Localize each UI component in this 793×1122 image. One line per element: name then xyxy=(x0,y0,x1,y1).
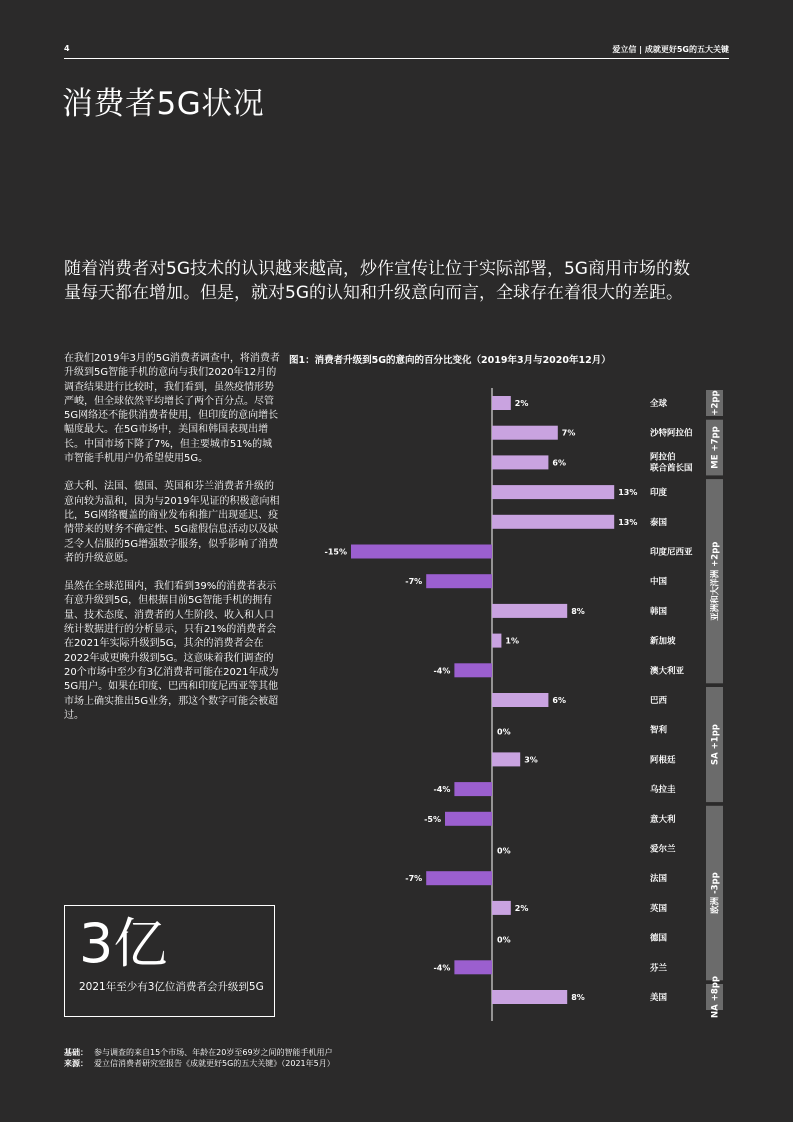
group-label-4: 欧洲 -3pp xyxy=(710,872,721,914)
body-paragraph-3: 虽然在全球范围内，我们看到39%的消费者表示有意升级到5G，但根据目前5G智能手机的拥有量、技术态度、消费者的人生阶段、收入和人口统计数据进行的分析显示，只有21%的消费者会在2021年实际升级到5G，其余的消费者会在2022年或更晚升级到5G。这意味着我们调查的20个市场中至少有3亿消费者可能在2021年成为5G用户。如果在印度、巴西和印度尼西亚等其他市场上确实推出5G业务，那这个数字可能会被超过。 xyxy=(64,581,279,721)
value-label-8: 1% xyxy=(505,636,519,646)
category-label-11: 智利 xyxy=(650,725,668,736)
value-label-16: -7% xyxy=(405,874,423,884)
bar-13 xyxy=(454,782,492,796)
bar-8 xyxy=(492,634,501,648)
value-label-18: 0% xyxy=(497,935,511,945)
category-label-19: 芬兰 xyxy=(650,963,668,974)
bar-5 xyxy=(351,545,492,559)
category-label-15: 爱尔兰 xyxy=(650,844,676,855)
value-label-5: -15% xyxy=(324,547,347,557)
footnote-source-text: 爱立信消费者研究室报告《成就更好5G的五大关键》（2021年5月） xyxy=(94,1059,335,1068)
bar-17 xyxy=(492,901,511,915)
footnote-source xyxy=(64,1058,335,1069)
value-label-10: 6% xyxy=(552,696,566,705)
bar-2 xyxy=(492,455,548,469)
category-label-18: 德国 xyxy=(650,933,668,944)
body-paragraph-1: 在我们2019年3月的5G消费者调查中，将消费者升级到5G智能手机的意向与我们2020年12月的调查结果进行比较时，我们看到，虽然疫情形势严峻，但全球依然平均增长了两个百分点。尽管5G网络还不能供消费者使用，但印度的意向增长幅度最大。在5G市场中，美国和韩国表现出增长。中国市场下降了7%，但主要城市51%的城市智能手机用户仍希望使用5G。 xyxy=(64,353,280,465)
group-label-0: +2pp xyxy=(710,390,721,416)
bar-19 xyxy=(454,960,492,974)
bar-16 xyxy=(426,871,492,885)
bar-3 xyxy=(492,485,614,499)
category-label-0: 全球 xyxy=(650,399,668,409)
category-label-13: 乌拉圭 xyxy=(650,785,676,796)
bar-14 xyxy=(445,812,492,826)
category-label-8: 新加坡 xyxy=(650,636,676,647)
value-label-0: 2% xyxy=(514,399,529,408)
category-label-16: 法国 xyxy=(650,874,668,885)
value-label-17: 2% xyxy=(514,903,529,913)
footnote xyxy=(64,1047,335,1069)
category-label-12: 阿根廷 xyxy=(650,755,676,766)
chart-title: 图1：消费者升级到5G的意向的百分比变化（2019年3月与2020年12月） xyxy=(289,355,611,366)
category-label-7: 韩国 xyxy=(650,606,668,617)
footnote-basis xyxy=(64,1047,335,1058)
value-label-20: 8% xyxy=(571,993,585,1002)
category-label-10: 巴西 xyxy=(650,696,668,706)
body-paragraph-2: 意大利、法国、德国、英国和芬兰消费者升级的意向较为温和，因为与2019年见证的积极意向相比，5G网络覆盖的商业发布和推广出现延迟、疫情带来的财务不确定性、5G虚假信息活动以及缺乏令人信服的5G增强数字服务，似乎影响了消费者的升级意愿。 xyxy=(64,481,280,564)
value-label-19: -4% xyxy=(433,963,451,973)
category-label-2: 阿拉伯联合酋长国 xyxy=(650,452,693,474)
value-label-9: -4% xyxy=(433,666,451,676)
group-label-1: ME +7pp xyxy=(710,426,721,469)
footnote-basis-text: 参与调查的来自15个市场、年龄在20岁至69岁之间的智能手机用户 xyxy=(94,1048,333,1057)
value-label-13: -4% xyxy=(433,785,451,795)
value-label-14: -5% xyxy=(424,814,441,824)
value-label-11: 0% xyxy=(497,727,511,737)
page-title: 消费者5G状况 xyxy=(62,86,265,122)
category-label-9: 澳大利亚 xyxy=(650,666,685,677)
category-label-17: 英国 xyxy=(650,903,668,914)
bar-20 xyxy=(492,990,567,1004)
lead-paragraph: 随着消费者对5G技术的认识越来越高，炒作宣传让位于实际部署，5G商用市场的数量每天都在增加。但是，就对5G的认知和升级意向而言，全球存在着很大的差距。 xyxy=(64,259,690,303)
stat-description: 2021年至少有3亿位消费者会升级到5G xyxy=(79,981,264,993)
category-label-1: 沙特阿拉伯 xyxy=(650,428,693,439)
category-label-20: 美国 xyxy=(650,993,668,1003)
category-label-4: 泰国 xyxy=(650,517,668,528)
stat-number: 3亿 xyxy=(79,912,168,975)
bar-6 xyxy=(426,574,492,588)
bar-4 xyxy=(492,515,614,529)
value-label-3: 13% xyxy=(618,488,638,498)
bar-9 xyxy=(454,663,492,677)
value-label-1: 7% xyxy=(561,428,576,438)
category-label-6: 中国 xyxy=(650,577,668,588)
group-label-5: NA +8pp xyxy=(710,976,721,1018)
category-label-3: 印度 xyxy=(650,488,668,499)
footnote-source-label: 来源： xyxy=(64,1059,88,1068)
category-label-5: 印度尼西亚 xyxy=(650,547,693,558)
bar-0 xyxy=(492,396,511,410)
group-label-3: SA +1pp xyxy=(710,724,721,765)
value-label-7: 8% xyxy=(571,606,585,616)
bar-1 xyxy=(492,426,558,440)
value-label-2: 6% xyxy=(552,458,566,468)
value-label-12: 3% xyxy=(524,755,538,765)
page-number: 4 xyxy=(64,44,70,53)
publication-title: 爱立信 | 成就更好5G的五大关键 xyxy=(612,45,729,54)
bar-10 xyxy=(492,693,548,707)
bar-12 xyxy=(492,752,520,766)
value-label-4: 13% xyxy=(618,517,638,527)
group-label-2: 亚洲和大洋洲 +2pp xyxy=(710,541,721,621)
bar-7 xyxy=(492,604,567,618)
footnote-basis-label: 基础： xyxy=(64,1048,88,1057)
category-label-14: 意大利 xyxy=(650,814,676,825)
value-label-6: -7% xyxy=(405,577,423,587)
value-label-15: 0% xyxy=(497,846,511,856)
